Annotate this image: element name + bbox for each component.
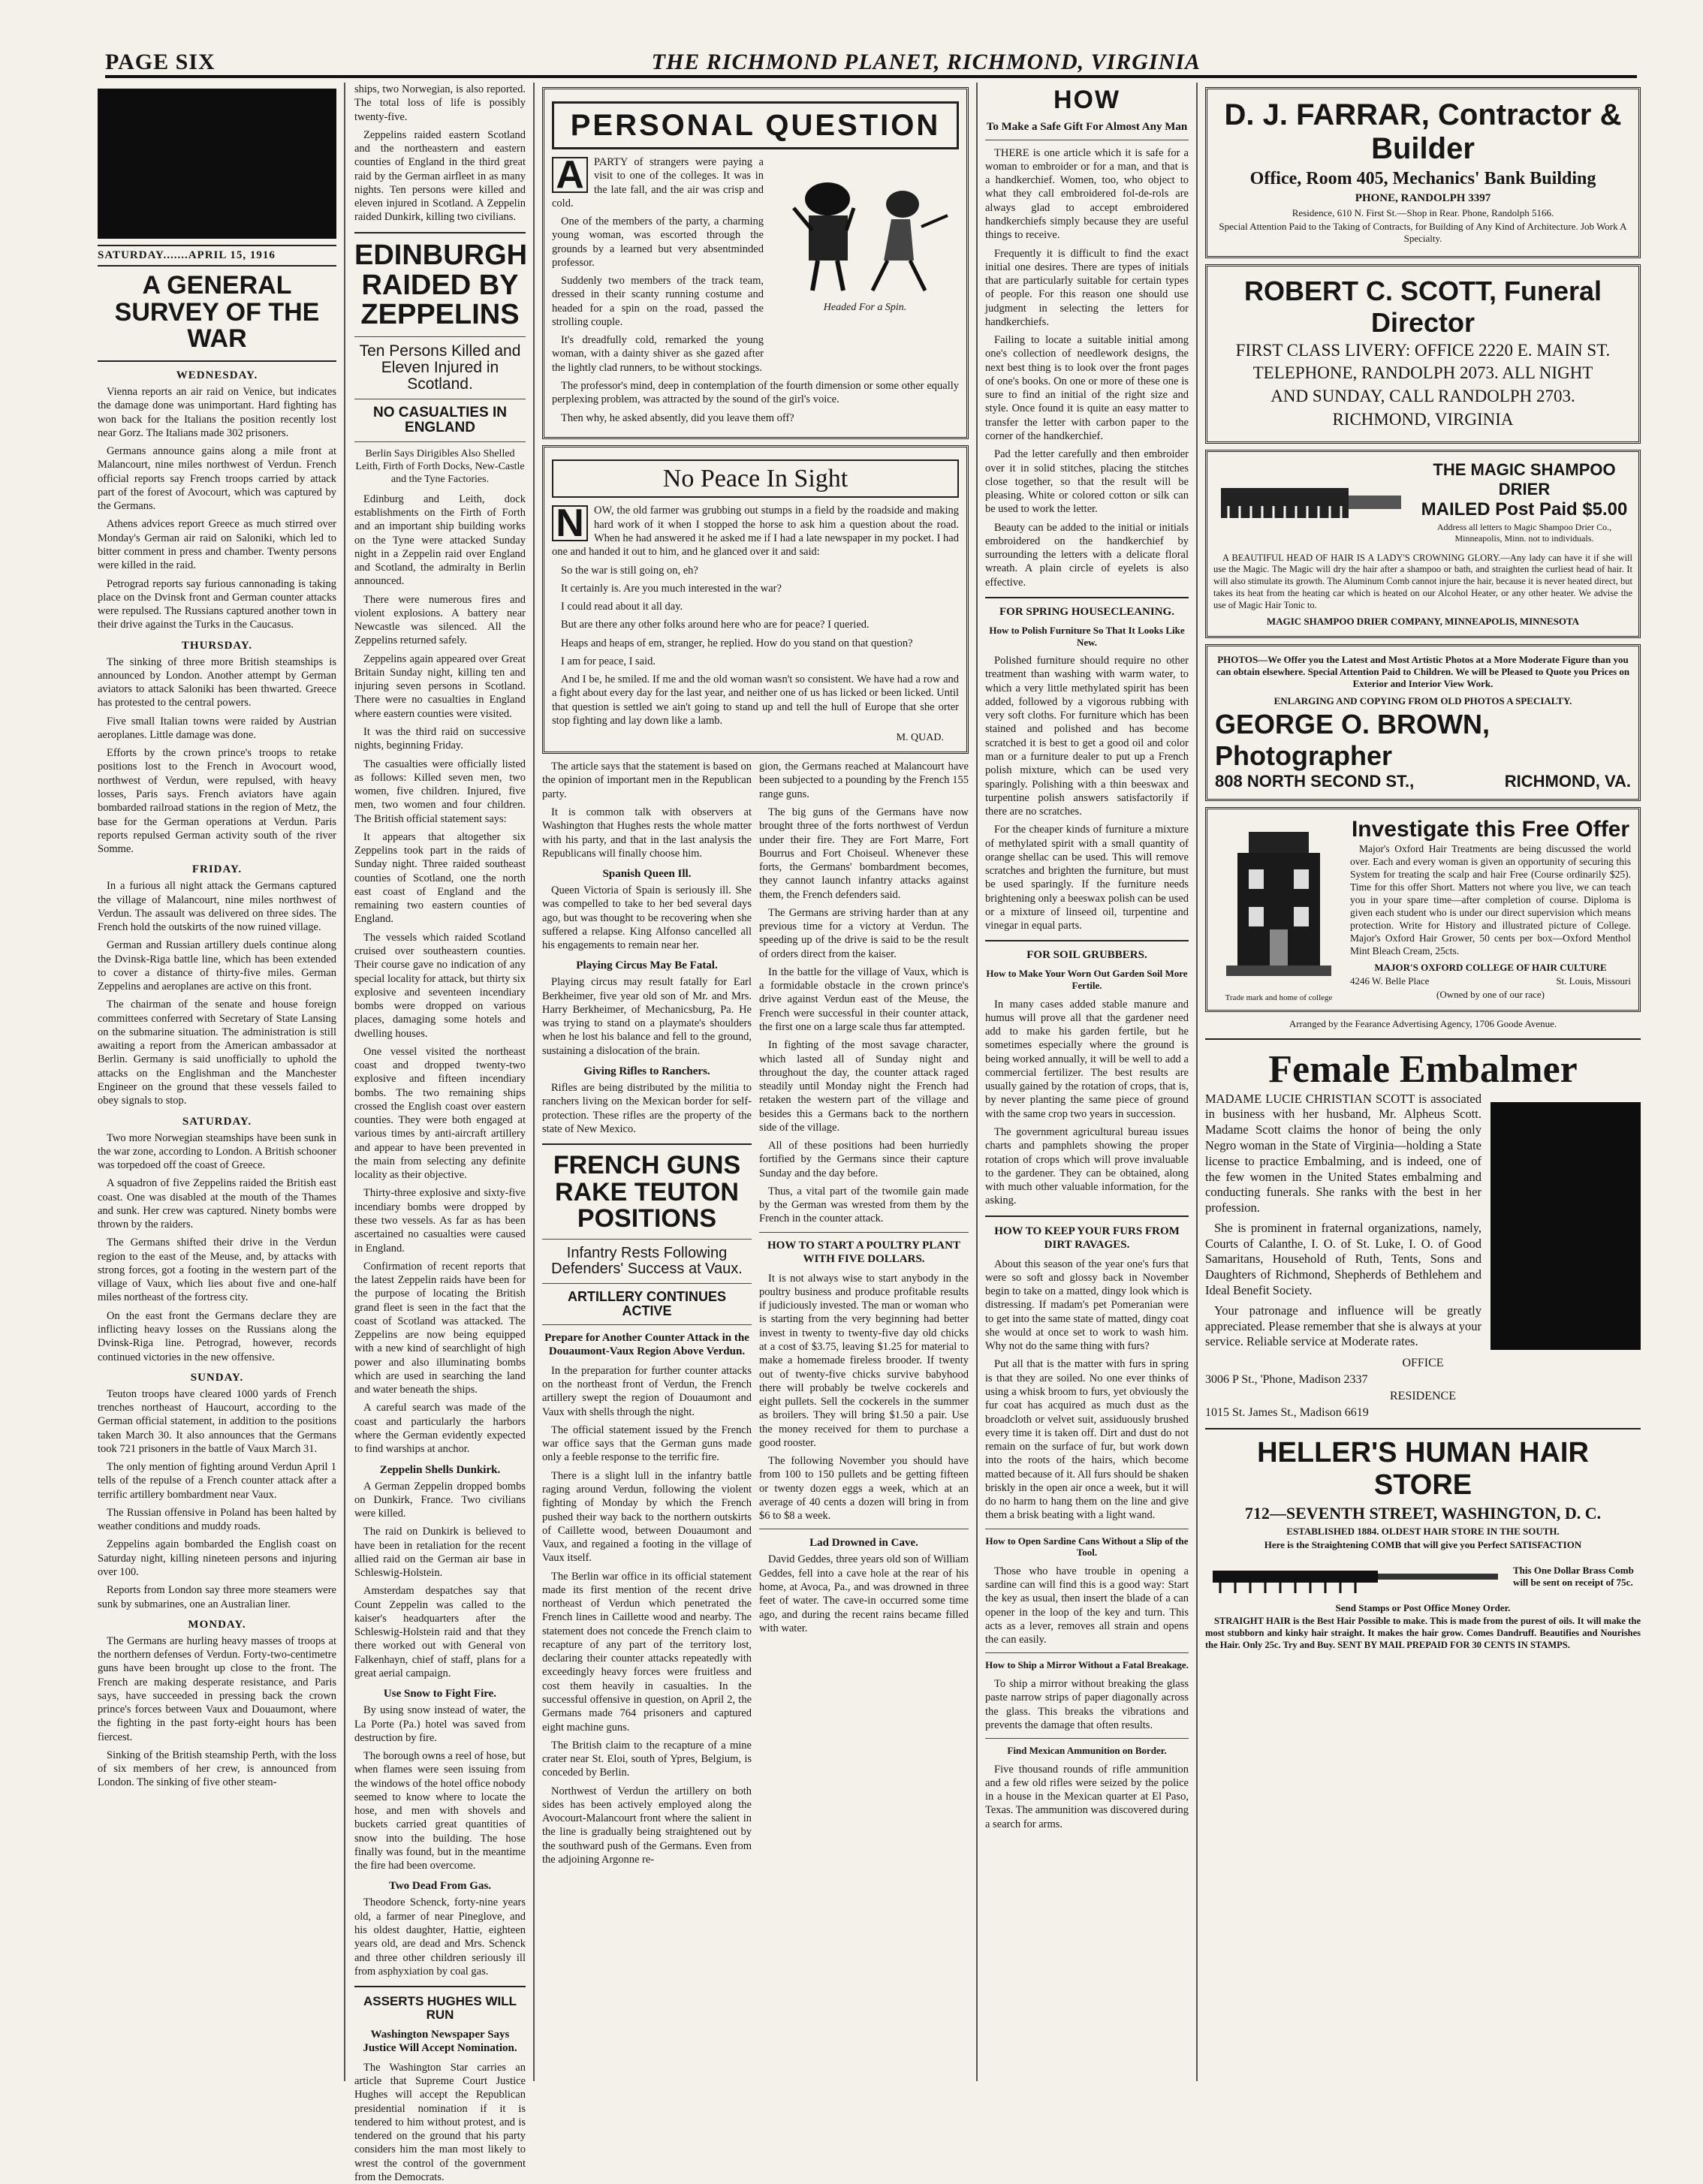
french-guns-deck-2: ARTILLERY CONTINUES ACTIVE <box>567 1289 726 1318</box>
personal-question-caption: Headed For a Spin. <box>823 302 907 313</box>
soil-paragraph: In many cases added stable manure and humus will prove all that the gardener need add to make his garden fertile, but he sometimes especially where the ground is being worked annually, it will be well to add a commercial fertilizer. The best results are usually gained by the rotation of crops, that is, by never planting the same piece of ground with the same crop two years in succession. <box>985 998 1189 1120</box>
how-paragraph: Frequently it is difficult to find the exact initial one desires. There are types of initials that are particularly suitable for certain types of people. For this reason one should use judgment in selecting the letters for handkerchiefs. <box>985 247 1189 328</box>
french-guns-paragraph: The British claim to the recapture of a mine crater near St. Eloi, south of Ypres, Belgium, is conceded by Berlin. <box>542 1739 752 1779</box>
spring-paragraph: For the cheaper kinds of furniture a mixture of methylated spirit with a small quantity of orange shellac can be used. This will remove scratches and brighten the furniture, but must be used sparingly. If the furniture needs brightening only a beeswax polish can be used or a mixture of linseed oil, turpentine and vinegar in equal parts. <box>985 824 1189 932</box>
heller-send: Send Stamps or Post Office Money Order. <box>1335 1602 1511 1614</box>
scott-title: ROBERT C. SCOTT, Funeral Director <box>1243 275 1602 338</box>
personal-question-paragraph: Suddenly two members of the track team, dressed in their scanty running costume and headed for a spin on the road, passed the strolling couple. <box>552 275 764 328</box>
heller-established: ESTABLISHED 1884. OLDEST HAIR STORE IN THE SOUTH. <box>1286 1525 1560 1537</box>
scott-line-4: RICHMOND, VIRGINIA <box>1332 409 1514 429</box>
spring-paragraph: Polished furniture should require no other treatment than washing with warm water, to which a very little methylated spirit has been added, followed by a vigorous rubbing with very soft cloths. For furniture which has been stained and polished and has become scratched it is best to get a good oil and color man or a furniture dealer to put up a French polish mixture, which can be used very sparingly. Polishing with a thin beeswax and turpentine polish answers satisfactorily if there are no scratches. <box>985 655 1189 818</box>
agency-credit: Arranged by the Fearance Advertising Agency, 1706 Goode Avenue. <box>1289 1018 1557 1030</box>
rifles-heading: Giving Rifles to Ranchers. <box>583 1065 710 1077</box>
verdun-paragraph: All of these positions had been hurriedly fortified by the Germans since their capture Sunday and the day before. <box>759 1140 969 1179</box>
poultry-heading: HOW TO START A POULTRY PLANT WITH FIVE DOLLARS. <box>767 1239 960 1265</box>
embalmer-residence-label: RESIDENCE <box>1390 1390 1456 1403</box>
how-heading: HOW <box>1053 86 1121 114</box>
french-guns-paragraph: The official statement issued by the French war office says that the German guns made only a feeble response to the terrific fire. <box>542 1423 752 1464</box>
verdun-paragraph: gion, the Germans reached at Malancourt have been subjected to a pounding by the French 155 range guns. <box>759 761 969 800</box>
scott-line-3: AND SUNDAY, CALL RANDOLPH 2703. <box>1270 387 1575 405</box>
no-peace-paragraph: It certainly is. Are you much interested in the war? <box>561 582 782 595</box>
hughes-paragraph: The Washington Star carries an article that Supreme Court Justice Hughes will accept the Republican presidential nomination if it is tendered to him without protest, and is tendered on the ground that his party considers him the man most likely to wrest the control of the government from the Democrats. <box>354 2061 526 2183</box>
french-guns-paragraph: The Berlin war office in its official statement made its first mention of the recent drive northeast of Verdun which penetrated the French lines in Caillette wood and nearby. The statement does not concede the French claim to recapture of any part of the territory lost, declaring their counter attacks repeatedly with exceedingly heavy forces were fruitless and cost them heavily in casualties. In the successful offensive in question, on April 2, the Germans made 764 prisoners and captured eight machine guns. <box>542 1570 752 1734</box>
scott-line-1: FIRST CLASS LIVERY: OFFICE 2220 E. MAIN ST. <box>1235 340 1611 360</box>
invest-college: MAJOR'S OXFORD COLLEGE OF HAIR CULTURE <box>1374 961 1607 973</box>
snow-heading: Use Snow to Fight Fire. <box>383 1688 497 1701</box>
column-war-survey <box>90 83 345 2081</box>
edinburgh-paragraph: There were numerous fires and violent explosions. A battery near Newcastle was silenced. All the Zeppelins returned safely. <box>354 593 526 647</box>
french-guns-paragraph: Northwest of Verdun the artillery on both sides has been actively employed along the Avocourt-Malancourt front where the salient in the line is gradually being straightened out by the southward push of the Germans. Even from the adjoining Argonne re- <box>542 1785 752 1866</box>
soil-paragraph: The government agricultural bureau issues charts and pamphlets showing the proper rotation of crops which will prove invaluable to the gardener. They can be obtained, along with much other valuable information, for the asking. <box>985 1126 1189 1207</box>
mexican-body <box>985 1763 1189 1831</box>
hughes-continued-paragraph: The article says that the statement is based on the opinion of important men in the Republican party. <box>542 761 752 800</box>
war-day-heading: SATURDAY. <box>182 1115 252 1128</box>
drop-cap: N <box>552 505 588 541</box>
war-day-paragraph: Two more Norwegian steamships have been sunk in the war zone, according to London. A British schooner was torpedoed off the coast of Greece. <box>98 1131 336 1172</box>
runners-drawing <box>771 155 959 298</box>
french-guns-headline: FRENCH GUNS RAKE TEUTON POSITIONS <box>553 1151 741 1234</box>
french-guns-paragraph: There is a slight lull in the infantry battle raging around Verdun, following the violent fighting of Monday by which the French pushed their way back to the northern outskirts of Caillette wood, between Douaumont and Vaux, and regained a footing in the village of Vaux itself. <box>542 1469 752 1565</box>
personal-question-paragraph: One of the members of the party, a charming young woman, was escorted through the grounds by a learned but very absentminded professor. <box>552 215 764 269</box>
war-day-heading: FRIDAY. <box>191 863 243 876</box>
war-day-paragraph: Reports from London say three more steamers were sunk by submarines, one an Australian liner. <box>98 1584 336 1610</box>
dunkirk-paragraph: A German Zeppelin dropped bombs on Dunkirk, France. Two civilians were killed. <box>354 1480 526 1520</box>
college-caption: Trade mark and home of college <box>1225 993 1333 1002</box>
snow-paragraph: By using snow instead of water, the La Porte (Pa.) hotel was saved from destruction by fire. <box>354 1704 526 1744</box>
war-day-paragraph: Athens advices report Greece as much stirred over Monday's German air raid on Saloniki, which led to bitter comment in press and chamber. Twenty persons were killed in the raid. <box>98 518 336 572</box>
edinburgh-deck-3: Berlin Says Dirigibles Also Shelled Leith, Firth of Forth Docks, New-Castle and the Tyne Factories. <box>355 448 525 485</box>
brown-photographer-ad <box>1205 644 1641 801</box>
hellers-hair-ad <box>1205 1437 1641 1652</box>
furs-paragraph: About this season of the year one's furs that were so soft and glossy back in November begin to take on a matted, dingy look which is distressing. If madam's pet Pomeranian were to get into the same state of matted, dingy coat she would at once set to work to wash him. Why not do the same thing with furs? <box>985 1258 1189 1353</box>
column-features <box>535 83 978 2081</box>
dunkirk-paragraph: Amsterdam despatches say that Count Zeppelin was called to the kaiser's headquarters after the Schleswig-Holstein raid and that they there worked out with General von Falkenhayn, chief of staff, plans for a great aerial campaign. <box>354 1585 526 1679</box>
masthead <box>105 45 1637 78</box>
hughes-deck: Washington Newspaper Says Justice Will Accept Nomination. <box>363 2028 517 2054</box>
verdun-paragraph: In the battle for the village of Vaux, which is a formidable obstacle in the crown prince's drive against Verdun east of the Meuse, the French were successful in their counter attack, the first one on a large scale thus far attempted. <box>759 965 969 1033</box>
column-advertisements <box>1198 83 1648 2081</box>
edinburgh-deck-1: Ten Persons Killed and Eleven Injured in Scotland. <box>359 342 521 393</box>
rifles-body <box>542 1081 752 1136</box>
edinburgh-paragraph: Edinburg and Leith, dock establishments on the Firth of Forth and an important ship building works on the Tyne were attacked Sunday night in a Zeppelin raid over England and Scotland, the admiralty in Berlin announced. <box>354 493 526 588</box>
personal-question-paragraph: Then why, he asked absently, did you leave them off? <box>561 411 794 424</box>
personal-question-title: PERSONAL QUESTION <box>552 101 959 149</box>
hughes-continued-paragraph: It is common talk with observers at Washington that Hughes rests the whole matter with his party, and that in the last analysis the Republicans will finally choose him. <box>542 806 752 860</box>
furs-heading: HOW TO KEEP YOUR FURS FROM DIRT RAVAGES. <box>994 1225 1180 1251</box>
heller-footer: STRAIGHT HAIR is the Best Hair Possible to make. This is made from the purest of oils. It will make the most stubborn and kinky hair straight. It makes the hair grow. Comes Dandruff. Beautifies and Nourishes the Hair. Only 25c. Try and Buy. SENT BY MAIL PREPAID FOR 30 CENTS IN STAMPS. <box>1205 1616 1641 1650</box>
embalmer-p2: She is prominent in fraternal organizations, namely, Courts of Calanthe, I. O. of St. Luke, I. O. of Good Samaritans, Household of Ruth, Tents, Sons and Daughters of Richmond, Shepherds of Bethlehem and Ideal Benefit Society. <box>1205 1220 1481 1297</box>
spring-heading: FOR SPRING HOUSECLEANING. <box>999 605 1174 618</box>
soil-heading: FOR SOIL GRUBBERS. <box>1026 949 1147 962</box>
college-building-icon <box>1219 817 1339 990</box>
scott-funeral-ad <box>1205 264 1641 444</box>
war-day-paragraph: German and Russian artillery duels continue along the Dvinsk-Riga battle line, which has been extended to cover a distance of thirty-five miles. German Zeppelins and aeroplanes are active on this front. <box>98 939 336 993</box>
farrar-ad <box>1205 87 1641 258</box>
how-paragraph: THERE is one article which it is safe for a woman to embroider or for a man, and that is a handkerchief. Women, too, who object to what they call embroidered fol-de-rols are always glad to accept embroidered handkerchiefs simply because they are useful things to receive. <box>985 146 1189 242</box>
embalmer-p3: Your patronage and influence will be greatly appreciated. Please remember that she is always at your service. Reliable service at Moderate rates. <box>1205 1303 1481 1349</box>
embalmer-p1: MADAME LUCIE CHRISTIAN SCOTT is associated in business with her husband, Mr. Alpheus Scott. Madame Scott claims the honor of being the only Negro woman in the State of Virginia—holding a State license to practice Embalming, and is indeed, one of the few women in the United States embalming and conducting funerals. She ranks with the best in her profession. <box>1205 1091 1481 1216</box>
magic-brand: THE MAGIC SHAMPOO DRIER <box>1433 459 1616 499</box>
war-day-paragraph: The Germans are hurling heavy masses of troops at the northern defenses of Verdun. Forty-two-centimetre guns have been brought up close to the front. The French are making desperate resistance, and Paris says, have succeeded in pressing back the crown prince's forces between Vaux and Douaumont, where the fighting in the past forty-eight hours has been fiercest. <box>98 1634 336 1743</box>
gas-heading: Two Dead From Gas. <box>388 1880 492 1893</box>
invest-address: 4246 W. Belle Place <box>1350 975 1430 987</box>
column-edinburgh <box>347 83 535 2183</box>
magic-shampoo-ad <box>1205 450 1641 638</box>
poultry-paragraph: The following November you should have from 100 to 150 pullets and be getting fifteen or twenty dozen eggs a week, which at an average of 40 cents a dozen will bring in from $6 to $8 a week. <box>759 1455 969 1523</box>
no-peace-paragraph: But are there any other folks around here who are for peace? I queried. <box>561 619 870 631</box>
dunkirk-heading: Zeppelin Shells Dunkirk. <box>379 1463 501 1476</box>
snow-body <box>354 1704 526 1872</box>
war-day-paragraph: In a furious all night attack the Germans captured the village of Malancourt, nine miles northwest of Verdun. The assault was delivered on three sides. The French hold the outskirts of the now ruined village. <box>98 880 336 934</box>
french-guns-deck-1: Infantry Rests Following Defenders' Success at Vaux. <box>551 1245 743 1278</box>
war-survey-headline: A GENERAL SURVEY OF THE WAR <box>114 271 320 354</box>
edinburgh-paragraph: The casualties were officially listed as follows: Killed seven men, two women, five children. Injured, five men, two women and four children. The British official statement says: <box>354 758 526 825</box>
war-day-paragraph: The Germans shifted their drive in the Verdun region to the east of the Meuse, and, by attacks with strong forces, got a footing in the western part of the village of Vaux, which lies about five and one-half miles northeast of the fortress city. <box>98 1237 336 1304</box>
dunkirk-paragraph: The raid on Dunkirk is believed to have been in retaliation for the recent allied raid on the German air base in Schleswig-Holstein. <box>354 1526 526 1580</box>
embalmer-office-label: OFFICE <box>1402 1357 1444 1370</box>
sardine-heading: How to Open Sardine Cans Without a Slip of the Tool. <box>985 1535 1189 1559</box>
cave-body <box>759 1553 969 1635</box>
war-day-paragraph: The sinking of three more British steamships is announced by London. Another attempt by German aviators to attack Saloniki has been thwarted. Greece has protested to the central powers. <box>98 655 336 709</box>
war-day-heading: MONDAY. <box>188 1618 246 1631</box>
personal-question-paragraph: It's dreadfully cold, remarked the young woman, with a dainty shiver as she gazed after the lightly clad runners, to be without stockings. <box>552 334 764 374</box>
mirror-paragraph: To ship a mirror without breaking the glass paste narrow strips of paper diagonally across the glass. This breaks the vibrations and prevents the damage that often results. <box>985 1678 1189 1731</box>
how-paragraph: Failing to locate a suitable initial among one's collection of needlework designs, the next best thing is to look over the front pages of one's books. On one or more of these one is sure to find an initial of the right size and style. Once found it is quite an easy matter to transfer the letter with carbon paper to the corner of the handkerchief. <box>985 334 1189 442</box>
invest-owned: (Owned by one of our race) <box>1436 989 1545 1001</box>
no-peace-paragraph: So the war is still going on, eh? <box>561 564 698 577</box>
spanish-queen-body <box>542 884 752 952</box>
brown-title: GEORGE O. BROWN, Photographer <box>1215 708 1491 771</box>
edinburgh-deck-2: NO CASUALTIES IN ENGLAND <box>372 405 508 436</box>
comb-drier-icon <box>1213 458 1409 548</box>
mexican-heading: Find Mexican Ammunition on Border. <box>1007 1745 1167 1757</box>
gas-paragraph: Theodore Schenck, forty-nine years old, a farmer of near Pineglove, and his oldest daughter, Hattie, eighteen years old, are dead and Mrs. Schenck and three other children seriously ill from asphyxiation by coal gas. <box>354 1896 526 1978</box>
circus-body <box>542 975 752 1058</box>
brown-intro: PHOTOS—We Offer you the Latest and Most Artistic Photos at a More Moderate Figure than you can obtain elsewhere. Special Attention Paid to Children. We will be Pleased to Quote you Prices on Exterior and Interior View Work. <box>1216 653 1630 690</box>
edinburgh-headline: EDINBURGH RAIDED BY ZEPPELINS <box>354 239 528 331</box>
continued-paragraph: Zeppelins raided eastern Scotland and the northeastern and eastern counties of England in the third great raid by the German airfleet in as many nights. Ten persons were killed and eleven injured in Scotland. A Zeppelin raided Dunkirk, killing two civilians. <box>354 128 526 224</box>
heller-tagline: Here is the Straightening COMB that will give you Perfect SATISFACTION <box>1264 1538 1582 1550</box>
sardine-paragraph: Those who have trouble in opening a sardine can will find this is a good way: Start the key as usual, then insert the blade of a can opener in the loop of the key and turn. This acts as a lever, removes all strain and opens the can easily. <box>985 1565 1189 1646</box>
war-survey-days <box>98 369 336 1790</box>
personal-question-box <box>542 87 969 439</box>
embalmer-residence: 1015 St. James St., Madison 6619 <box>1205 1406 1369 1420</box>
no-peace-paragraph: Heaps and heaps of em, stranger, he replied. How do you stand on that question? <box>561 637 913 649</box>
verdun-paragraph: In fighting of the most savage character, which lasted all of Sunday night and throughout the day, the counter attack raged steadily until Monday night the French had retaken the western part of the village and besides this a Germans back to the northern side of the village. <box>759 1039 969 1134</box>
spanish-queen-paragraph: Queen Victoria of Spain is seriously ill. She was compelled to take to her bed several days ago, but was thought to be recovering when she suffered a relapse. King Alfonso cancelled all his engagements to remain near her. <box>542 884 752 952</box>
mirror-heading: How to Ship a Mirror Without a Fatal Breakage. <box>985 1659 1189 1671</box>
french-guns-deck-3: Prepare for Another Counter Attack in the Douaumont-Vaux Region Above Verdun. <box>544 1331 749 1357</box>
magic-mailed: MAILED Post Paid $5.00 <box>1421 499 1628 520</box>
oxford-college-ad <box>1205 807 1641 1013</box>
no-peace-paragraph: And I be, he smiled. If me and the old woman wasn't so consistent. We have had a row and a fight about every day for the last year, and neither one of us has licked or been licked. Until that question is settled we ain't going to stand up and tell the hull of Europe that she orter stop fighting and lay down like a lamb. <box>552 673 959 727</box>
war-day-paragraph: Five small Italian towns were raided by Austrian aeroplanes. Little damage was done. <box>98 715 336 741</box>
how-paragraph: Pad the letter carefully and then embroider over it in solid stitches, placing the stitches close together, so that the result will be pleasing. White or colored cotton or silk can be used to work the letter. <box>985 448 1189 516</box>
furs-paragraph: Put all that is the matter with furs in spring is that they are soiled. No one ever thinks of using a whisk broom to furs, yet obviously the fur coat has acquired as much dust as the broadcloth or velvet suit, assiduously brushed every time it is taken off. Dirt and dust do not remain on the surface of fur, but work down into the roots of the hairs, which become matted because of it. All furs should be shaken briskly in the open air once a week, but it will do no harm to hang them on the line and give them a brisk beating with a light wand. <box>985 1358 1189 1522</box>
edinburgh-body <box>354 493 526 1457</box>
farrar-note: Special Attention Paid to the Taking of Contracts, for Building of Any Kind of Architecture. Job Work A Specialty. <box>1219 221 1627 245</box>
no-peace-paragraph: I could read about it all day. <box>561 601 683 613</box>
farrar-office: Office, Room 405, Mechanics' Bank Building <box>1249 169 1596 188</box>
soil-subheading: How to Make Your Worn Out Garden Soil More Fertile. <box>986 968 1188 992</box>
cave-heading: Lad Drowned in Cave. <box>809 1537 918 1550</box>
heller-title: HELLER'S HUMAN HAIR STORE <box>1257 1437 1589 1502</box>
edinburgh-paragraph: Confirmation of recent reports that the latest Zeppelin raids have been for the purpose of locating the British grand fleet is seen in the fact that the coast of Scotland was attacked. The Zeppelins are now being equipped with a new kind of searchlight of high power and also illuminating bombs which are used in searching the land and water beneath the ships. <box>354 1260 526 1396</box>
cave-paragraph: David Geddes, three years old son of William Geddes, fell into a cave hole at the rear of his home, at Avoca, Pa., and was drowned in three feet of water. The cave-in occurred some time ago, and during the recent rains became filled with water. <box>759 1553 969 1634</box>
farrar-residence: Residence, 610 N. First St.—Shop in Rear. Phone, Randolph 5166. <box>1292 206 1554 218</box>
hughes-headline: ASSERTS HUGHES WILL RUN <box>363 1994 517 2022</box>
drop-cap: A <box>552 157 588 193</box>
war-day-heading: THURSDAY. <box>181 639 253 652</box>
spring-subheading: How to Polish Furniture So That It Looks Like New. <box>989 624 1185 648</box>
war-day-paragraph: The only mention of fighting around Verdun April 1 tells of the repulse of a French counter attack after a terrific artillery bombardment near Vaux. <box>98 1461 336 1501</box>
magic-company: MAGIC SHAMPOO DRIER COMPANY, MINNEAPOLIS, MINNESOTA <box>1266 616 1580 628</box>
invest-title: Investigate this Free Offer <box>1351 816 1630 842</box>
personal-question-end <box>552 379 959 425</box>
invest-city: St. Louis, Missouri <box>1556 975 1631 987</box>
war-day-paragraph: Zeppelins again bombarded the English coast on Saturday night, killing nineteen persons and injuring over 100. <box>98 1538 336 1578</box>
furs-body <box>985 1258 1189 1523</box>
war-day-paragraph: Efforts by the crown prince's troops to retake positions lost to the French in Avocourt wood, northwest of Verdun, were repulsed, with heavy losses, Paris says. French aviators have again bombarded railroad stations in the region of Metz, the base for the German operations at Verdun. Paris reports repulsed German activity south of the river Somme. <box>98 747 336 856</box>
war-day-paragraph: The Russian offensive in Poland has been halted by weather conditions and muddy roads. <box>98 1506 336 1533</box>
personal-question-illustration <box>771 155 959 379</box>
straightening-comb-icon <box>1205 1554 1506 1599</box>
sardine-body <box>985 1565 1189 1647</box>
poultry-body <box>759 1272 969 1523</box>
war-day-paragraph: Teuton troops have cleared 1000 yards of French trenches northeast of Haucourt, according to the German official statement, in addition to the positions taken March 30. It also announces that the Germans took 721 prisoners in the battle of Vaux March 31. <box>98 1387 336 1455</box>
snow-paragraph: The borough owns a reel of hose, but when flames were seen issuing from the windows of the hotel office nobody seemed to know where to locate the hose, and men with shovels and buckets carried great quantities of snow into the building. The hose finally was found, but in the meantime the fire had been overcome. <box>354 1750 526 1872</box>
war-day-heading: WEDNESDAY. <box>176 369 258 382</box>
column-how-to <box>978 83 1198 2081</box>
heller-address: 712—SEVENTH STREET, WASHINGTON, D. C. <box>1244 1504 1602 1523</box>
war-day-paragraph: A squadron of five Zeppelins raided the British east coast. One was disabled at the mouth of the Thames and sunk. Her crew was captured. Ninety bombs were thrown by the raiders. <box>98 1177 336 1231</box>
embalmer-portrait <box>1491 1102 1641 1350</box>
magic-text: A BEAUTIFUL HEAD OF HAIR IS A LADY'S CROWNING GLORY.—Any lady can have it if she will use the Magic. The Magic will dry the hair after a shampoo or bath, and straighten the curliest head of hair. It will also stimulate its growth. The Aluminum Comb cannot injure the hair, because it is never heated direct, but takes its heat from the heating car which is heated on our Alcohol Heater, or any other heater. We advise the use of Magic Hair Tonic to. <box>1213 552 1632 610</box>
verdun-paragraph: Thus, a vital part of the twomile gain made by the German was wrested from them by the French in the counter attack. <box>759 1185 969 1225</box>
redacted-block <box>98 89 336 239</box>
edinburgh-paragraph: It was the third raid on successive nights, beginning Friday. <box>354 725 526 752</box>
soil-body <box>985 998 1189 1208</box>
farrar-phone: PHONE, RANDOLPH 3397 <box>1355 192 1491 204</box>
farrar-title: D. J. FARRAR, Contractor & Builder <box>1224 98 1622 165</box>
spring-body <box>985 654 1189 932</box>
circus-paragraph: Playing circus may result fatally for Earl Berkheimer, five year old son of Mr. and Mrs. Harry Berkheimer, of Mechanicsburg, Pa. He was trying to stand on a playmate's shoulders when he lost his balance and fell to the ground, sustaining a dislocation of the brain. <box>542 976 752 1057</box>
no-peace-paragraph: N OW, the old farmer was grubbing out stumps in a field by the roadside and making hard work of it when I stopped the horse to ask him a question about the road. When he had answered it he asked me if I had a late newspaper in my pocket. I had one and handed it out to him, and he glanced over it and said: <box>552 502 959 559</box>
brown-enlarging: ENLARGING AND COPYING FROM OLD PHOTOS A SPECIALTY. <box>1273 694 1572 706</box>
mexican-paragraph: Five thousand rounds of rifle ammunition and a few old rifles were seized by the police in a house in the Mexican quarter at El Paso, Texas. The ammunition was discovered during a search for arms. <box>985 1763 1189 1830</box>
french-guns-body <box>542 1364 752 1866</box>
how-body <box>985 146 1189 589</box>
brown-address: 808 NORTH SECOND ST., <box>1215 771 1415 791</box>
war-day-paragraph: Vienna reports an air raid on Venice, but indicates the damage done was unimportant. Hard fighting has won back for the Italians the position recently lost near Gorz. The Italians made 302 prisoners. <box>98 386 336 439</box>
verdun-paragraph: The Germans are striving harder than at any previous time for a victory at Verdun. The speeding up of the drive is said to be the result of orders direct from the kaiser. <box>759 906 969 960</box>
edinburgh-paragraph: Zeppelins again appeared over Great Britain Sunday night, killing ten and injuring seven persons in Scotland. There were no casualties in England where eastern counties were visited. <box>354 652 526 720</box>
war-day-paragraph: On the east front the Germans declare they are inflicting heavy losses on the Russians along the Dvinsk-Riga line. Petrograd, however, records continued victories in the new offensive. <box>98 1309 336 1363</box>
invest-text: Major's Oxford Hair Treatments are being discussed the world over. Each and every woman is given an opportunity of securing this System for treating the scalp and hair Free (Course ordinarily $25). Time for this offer Short. Matters not where you live, we can teach you in your spare time—after completion of course. Diploma is given each student who is under our direct supervision which means protection. Write for History and illustrated picture of College. Major's Oxford Hair Grower, 50 cents per box—Oxford Menthol Mint Bleach Cream, 25cts. <box>1350 842 1631 956</box>
mirror-body <box>985 1677 1189 1732</box>
how-subheading: To Make a Safe Gift For Almost Any Man <box>986 120 1188 133</box>
gas-body <box>354 1896 526 1978</box>
how-paragraph: Beauty can be added to the initial or initials embroidered on the handkerchief by surrounding the letters with a delicate floral wreath. A plain circle of eyelets is also effective. <box>985 521 1189 589</box>
no-peace-signature: M. QUAD. <box>896 732 944 744</box>
hughes-body <box>354 2061 526 2184</box>
no-peace-body <box>552 504 959 727</box>
edinburgh-paragraph: Thirty-three explosive and sixty-five incendiary bombs were dropped by these two vessels. As far as has been ascertained no casualties were caused in England. <box>354 1187 526 1255</box>
continued-paragraph: ships, two Norwegian, is also reported. The total loss of life is possibly twenty-five. <box>354 83 526 123</box>
dunkirk-body <box>354 1480 526 1681</box>
embalmer-title: Female Embalmer <box>1268 1047 1578 1091</box>
hughes-continued <box>542 760 752 860</box>
war-day-paragraph: Sinking of the British steamship Perth, with the loss of six members of her crew, is announced from London. The sinking of five other steam- <box>98 1749 336 1789</box>
no-peace-box <box>542 445 969 754</box>
personal-question-paragraph: A PARTY of strangers were paying a visit to one of the colleges. It was in the late fall, and the air was crisp and cold. <box>552 153 764 209</box>
circus-heading: Playing Circus May Be Fatal. <box>576 959 718 972</box>
no-peace-title: No Peace In Sight <box>552 459 959 499</box>
edinburgh-paragraph: One vessel visited the northeast coast and dropped twenty-two explosive and fifteen incendiary bombs. The two remaining ships crossed the English coast over eastern counties. They were both engaged at various times by anti-aircraft artillery and appear to have been prevented in the main from selecting any definite locality as their objective. <box>354 1045 526 1182</box>
page-number: PAGE SIX <box>105 50 216 74</box>
magic-address: Address all letters to Magic Shampoo Drier Co., Minneapolis, Minn. not to individuals. <box>1436 521 1612 544</box>
poultry-paragraph: It is not always wise to start anybody in the poultry business and produce profitable results if judiciously invested. The man or woman who is starting from the very beginning had better invest in twenty to twenty-five day old chicks at a cost of $3.75, leaving $1.25 for material to make a homemade fireless brooder. If twenty out of twenty-five chicks survive babyhood there will probably be twelve cockerels and eight pullets. Sell the cockerels in the summer as broilers. They will bring $1.50 a pair. Use the money received for them to purchase a good rooster. <box>759 1272 969 1449</box>
edinburgh-paragraph: A careful search was made of the coast and particularly the harbors where the German evidently expected to find warships at anchor. <box>354 1402 526 1456</box>
spanish-queen-heading: Spanish Queen Ill. <box>602 868 692 881</box>
french-guns-paragraph: In the preparation for further counter attacks on the northeast front of Verdun, the French artillery swept the region of Douaumont and Vaux with shells through the night. <box>542 1364 752 1418</box>
personal-question-paragraph: The professor's mind, deep in contemplation of the fourth dimension or some other equally perplexing problem, was attracted by the sound of the girl's voice. <box>552 379 959 406</box>
embalmer-office: 3006 P St., 'Phone, Madison 2337 <box>1205 1373 1368 1387</box>
war-day-heading: SUNDAY. <box>190 1371 244 1384</box>
verdun-continued <box>759 760 969 1226</box>
personal-question-text <box>552 155 764 379</box>
no-peace-paragraph: I am for peace, I said. <box>561 655 656 667</box>
edinburgh-paragraph: It appears that altogether six Zeppelins took part in the raids of Sunday night. Three raided southeast counties of Scotland, one the north east coast of England and the remaining two eastern counties of England. <box>354 830 526 926</box>
paper-title: THE RICHMOND PLANET, RICHMOND, VIRGINIA <box>651 50 1201 74</box>
female-embalmer-ad <box>1205 1047 1641 1421</box>
verdun-paragraph: The big guns of the Germans have now brought three of the forts northwest of Verdun under their fire. They are Fort Marre, Fort Bourrus and Fort Choiseul. Whenever these forts, the Germans' bombardment becomes, they cannot launch infantry attacks against them, the French defenders said. <box>759 806 969 901</box>
war-day-paragraph: The chairman of the senate and house foreign committees conferred with Secretary of State Lansing on the submarine situation. The administration is still awaiting a report from the American ambassador at Berlin. Germany is said unofficially to uphold the attacks on the Englishman and the Manchester Engineer on the ground that these vessels failed to obey signals to stop. <box>98 999 336 1107</box>
edinburgh-paragraph: The vessels which raided Scotland cruised over southeastern counties. Their course gave no indication of any special locality for attack, but thirty six explosive and seventeen incendiary bombs were dropped on various places, damaging some hotels and dwelling houses. <box>354 931 526 1040</box>
war-day-paragraph: Petrograd reports say furious cannonading is taking place on the Dvinsk front and German counter attacks were repulsed. The Russians captured another town in their drive against the Turks in the Caucasus. <box>98 577 336 631</box>
rifles-paragraph: Rifles are being distributed by the militia to ranchers living on the Mexican border for self-protection. These rifles are the property of the state of New Mexico. <box>542 1081 752 1135</box>
war-day-paragraph: Germans announce gains along a mile front at Malancourt, nine miles northwest of Verdun. French official reports say French troops carried by attack part of the forest of Avocourt, which was captured by the Germans. <box>98 445 336 513</box>
issue-date: SATURDAY.......APRIL 15, 1916 <box>98 245 336 267</box>
heller-comb-offer: This One Dollar Brass Comb will be sent on receipt of 75c. <box>1513 1565 1634 1589</box>
brown-city: RICHMOND, VA. <box>1504 771 1631 791</box>
scott-line-2: TELEPHONE, RANDOLPH 2073. ALL NIGHT <box>1252 363 1593 383</box>
